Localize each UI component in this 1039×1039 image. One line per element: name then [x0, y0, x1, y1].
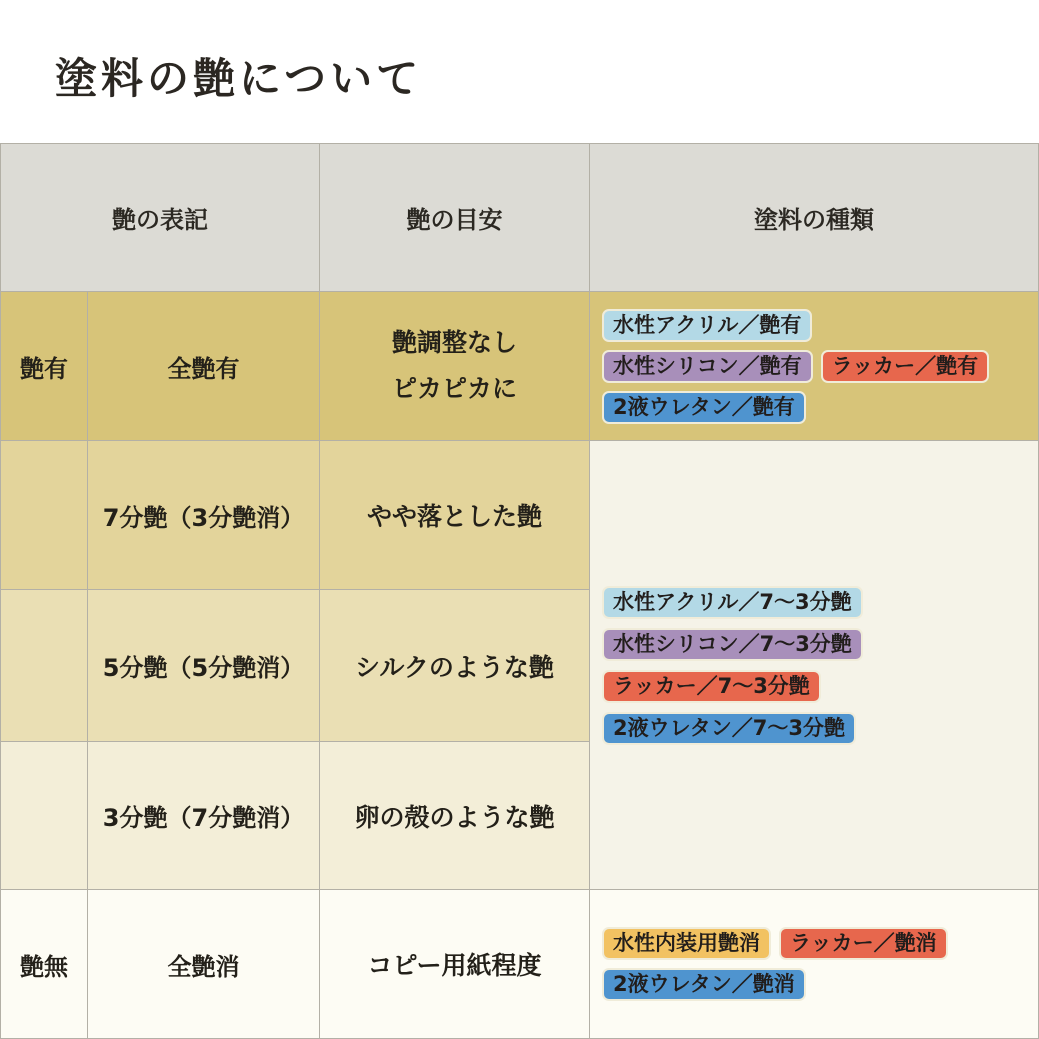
- header-paint-types: 塗料の種類: [590, 143, 1039, 292]
- header-gloss-notation: 艶の表記: [0, 143, 320, 292]
- paint-tag: 水性シリコン／艶有: [602, 350, 813, 383]
- category-empty: [0, 590, 88, 742]
- paint-tag: 2液ウレタン／7～3分艶: [602, 712, 856, 745]
- paint-tag: 水性内装用艶消: [602, 927, 771, 960]
- category-empty: [0, 441, 88, 590]
- guide-line: 艶調整なし: [391, 328, 517, 357]
- page-title: 塗料の艶について: [55, 54, 423, 103]
- notation-full-gloss: 全艶有: [88, 292, 320, 441]
- guide-3bu: 卵の殻のような艶: [320, 742, 590, 890]
- gloss-table: [0, 143, 1039, 1039]
- guide-line: ピカピカに: [391, 374, 517, 403]
- paint-tag: 水性アクリル／艶有: [602, 309, 812, 342]
- guide-full-matte: コピー用紙程度: [320, 890, 590, 1039]
- paint-tag: 水性アクリル／7～3分艶: [602, 586, 863, 619]
- category-glossy: 艶有: [0, 292, 88, 441]
- notation-5bu: 5分艶（5分艶消）: [88, 590, 320, 742]
- paint-tag: 水性シリコン／7～3分艶: [602, 628, 863, 661]
- paint-tag: 2液ウレタン／艶有: [602, 391, 806, 424]
- paint-tag: 2液ウレタン／艶消: [602, 968, 806, 1001]
- paint-tag: ラッカー／艶有: [821, 350, 990, 383]
- paint-tag: ラッカー／艶消: [779, 927, 948, 960]
- paint-tag: ラッカー／7～3分艶: [602, 670, 821, 703]
- header-gloss-guide: 艶の目安: [320, 143, 590, 292]
- category-matte: 艶無: [0, 890, 88, 1039]
- notation-3bu: 3分艶（7分艶消）: [88, 742, 320, 890]
- notation-full-matte: 全艶消: [88, 890, 320, 1039]
- guide-7bu: やや落とした艶: [320, 441, 590, 590]
- paint-tags-semi-gloss: [590, 441, 1039, 890]
- paint-tags-glossy: [590, 292, 1039, 441]
- guide-5bu: シルクのような艶: [320, 590, 590, 742]
- paint-tags-matte: [590, 890, 1039, 1039]
- guide-full-gloss: [320, 292, 590, 441]
- notation-7bu: 7分艶（3分艶消）: [88, 441, 320, 590]
- category-empty: [0, 742, 88, 890]
